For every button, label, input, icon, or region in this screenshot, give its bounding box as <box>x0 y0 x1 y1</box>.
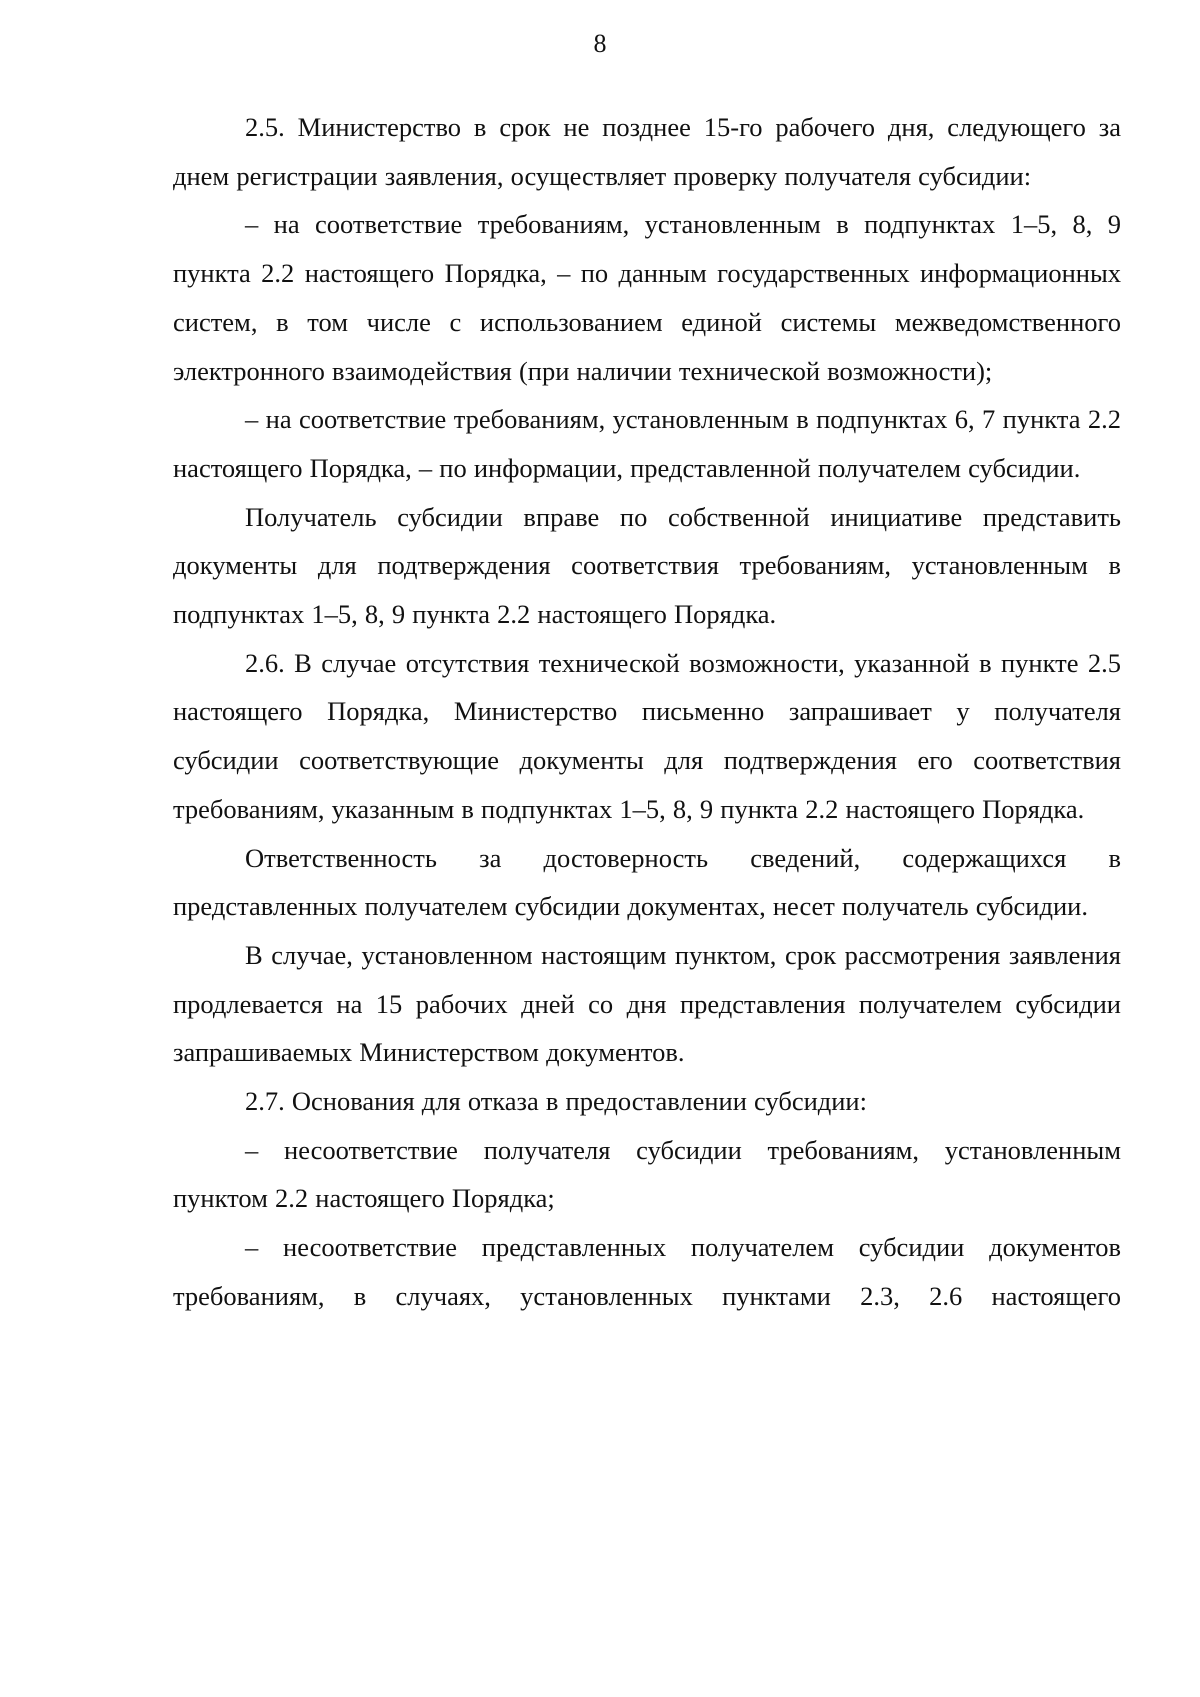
paragraph-2-7: 2.7. Основания для отказа в предоставлении субсидии: <box>245 1086 867 1117</box>
paragraph-responsibility: Ответственность за достоверность сведений, содержащихся в представленных получателем субсидии документах, несет получатель субсидии. <box>173 842 1121 922</box>
paragraph-recipient-initiative: Получатель субсидии вправе по собственной инициативе представить документы для подтверждения соответствия требованиям, установленным в подпунктах 1–5, 8, 9 пункта 2.2 настоящего Порядка. <box>173 501 1121 630</box>
page-number: 8 <box>593 29 607 58</box>
paragraph-check-state-systems: – на соответствие требованиям, установленным в подпунктах 1–5, 8, 9 пункта 2.2 настоящего Порядка, – по данным государственных информационных систем, в том числе с использованием единой системы межведомственного электронного взаимодействия (при наличии технической возможности); <box>173 209 1121 386</box>
paragraph-2-5: 2.5. Министерство в срок не позднее 15-го рабочего дня, следующего за днем регистрации заявления, осуществляет проверку получателя субсидии: <box>173 112 1121 191</box>
paragraph-refusal-documents: – несоответствие представленных получателем субсидии документов требованиям, в случаях, установленных пунктами 2.3, 2.6 настоящего <box>173 1232 1121 1311</box>
paragraph-refusal-requirements: – несоответствие получателя субсидии требованиям, установленным пунктом 2.2 настоящего Порядка; <box>173 1134 1121 1214</box>
document-body <box>173 103 1121 1321</box>
paragraph-check-recipient-info: – на соответствие требованиям, установленным в подпунктах 6, 7 пункта 2.2 настоящего Порядка, – по информации, представленной получателем субсидии. <box>173 404 1121 483</box>
paragraph-2-6: 2.6. В случае отсутствия технической возможности, указанной в пункте 2.5 настоящего Порядка, Министерство письменно запрашивает у получателя субсидии соответствующие документы для подтверждения его соответствия требованиям, указанным в подпунктах 1–5, 8, 9 пункта 2.2 настоящего Порядка. <box>173 647 1121 824</box>
paragraph-review-extension: В случае, установленном настоящим пунктом, срок рассмотрения заявления продлевается на 15 рабочих дней со дня представления получателем субсидии запрашиваемых Министерством документов. <box>173 939 1121 1068</box>
